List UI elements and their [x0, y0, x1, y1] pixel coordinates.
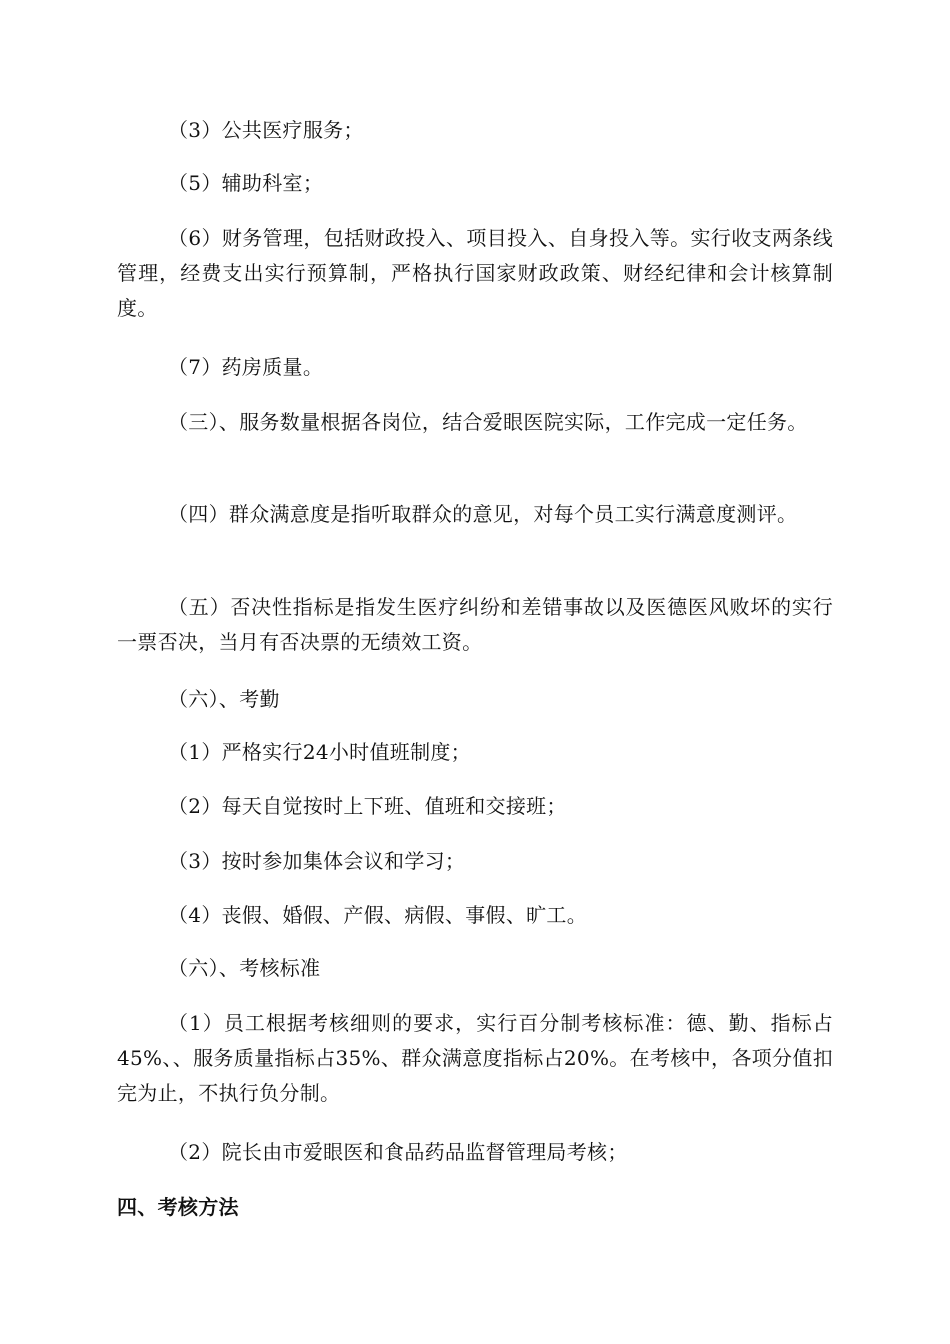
paragraph-public-satisfaction: （四）群众满意度是指听取群众的意见，对每个员工实行满意度测评。: [168, 502, 798, 526]
paragraph-leave-types: （4）丧假、婚假、产假、病假、事假、旷工。: [168, 903, 588, 927]
paragraph-public-medical-service: （3）公共医疗服务；: [168, 118, 364, 142]
paragraph-director-assessment: （2）院长由市爱眼医和食品药品监督管理局考核；: [168, 1140, 628, 1164]
paragraph-veto-indicators: （五）否决性指标是指发生医疗纠纷和差错事故以及医德医风败坏的实行一票否决，当月有否决票的无绩效工资。: [117, 595, 833, 654]
paragraph-attendance-title: （六）、考勤: [168, 687, 280, 711]
paragraph-financial-management: （6）财务管理，包括财政投入、项目投入、自身投入等。实行收支两条线管理，经费支出实行预算制，严格执行国家财政政策、财经纪律和会计核算制度。: [117, 226, 833, 320]
paragraph-service-quantity: （三）、服务数量根据各岗位，结合爱眼医院实际，工作完成一定任务。: [168, 410, 808, 434]
paragraph-meetings: （3）按时参加集体会议和学习；: [168, 849, 466, 873]
paragraph-pharmacy-quality: （7）药房质量。: [168, 355, 324, 379]
section-heading-assessment-method: 四、考核方法: [117, 1195, 239, 1219]
paragraph-scoring-system: （1）员工根据考核细则的要求，实行百分制考核标准：德、勤、指标占45%、、服务质量指标占35%、群众满意度指标占20%。在考核中，各项分值扣完为止，不执行负分制。: [117, 1011, 833, 1105]
paragraph-punctuality: （2）每天自觉按时上下班、值班和交接班；: [168, 794, 567, 818]
paragraph-24h-duty: （1）严格实行24小时值班制度；: [168, 740, 471, 764]
paragraph-assessment-standard-title: （六）、考核标准: [168, 956, 321, 980]
paragraph-auxiliary-departments: （5）辅助科室；: [168, 171, 324, 195]
